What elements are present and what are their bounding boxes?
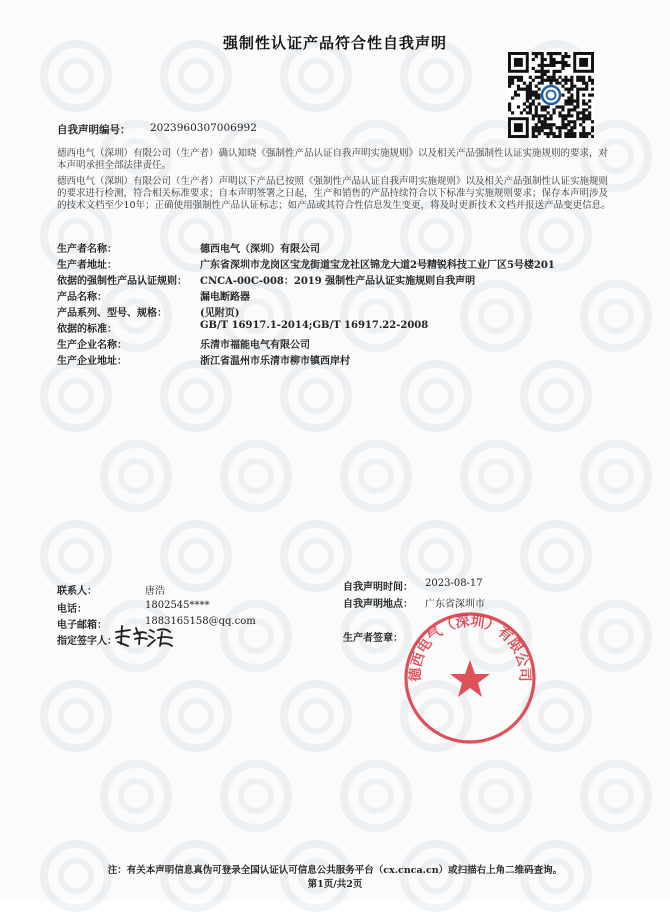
contact-person: 唐浩 [145, 586, 165, 597]
watermark-logo-39 [580, 600, 652, 672]
email-label: 电子邮箱： [57, 620, 107, 631]
declaration-time: 2023-08-17 [425, 578, 483, 589]
info-row-manufacturer-address [57, 352, 617, 368]
declaration-number-label: 自我声明编号： [57, 124, 131, 136]
watermark-logo-22 [280, 360, 352, 432]
info-label: 生产者名称： [57, 244, 117, 255]
info-row-producer-address [57, 256, 617, 272]
watermark-logo-40 [40, 680, 112, 752]
declaration-time-label: 自我声明时间： [343, 582, 413, 593]
info-value: 乐清市福能电气有限公司 [200, 340, 310, 351]
watermark-logo-49 [580, 760, 652, 832]
info-label: 依据的强制性产品认证规则： [57, 276, 187, 287]
watermark-logo-28 [460, 440, 532, 512]
info-row-product-name [57, 288, 617, 304]
signer-label: 指定签字人： [57, 636, 117, 647]
info-value: 漏电断路器 [200, 292, 250, 303]
watermark-logo-34 [520, 520, 592, 592]
info-value: 广东省深圳市龙岗区宝龙街道宝龙社区锦龙大道2号精锐科技工业厂区5号楼201 [200, 260, 555, 271]
svg-text:德西电气（深圳）有限公司: 德西电气（深圳）有限公司 [407, 613, 533, 682]
info-row-cert-rule [57, 272, 617, 288]
info-row-product-model [57, 304, 617, 320]
watermark-logo-25 [100, 440, 172, 512]
producer-seal-label: 生产者签章： [343, 633, 403, 644]
watermark-logo-21 [160, 360, 232, 432]
watermark-logo-23 [400, 360, 472, 432]
watermark-logo-24 [520, 360, 592, 432]
company-seal-stamp [400, 608, 540, 748]
info-label: 生产企业名称： [57, 340, 127, 351]
contact-person-label: 联系人： [57, 586, 97, 597]
watermark-logo-45 [100, 760, 172, 832]
watermark-logo-32 [280, 520, 352, 592]
qr-code-icon[interactable] [508, 52, 594, 138]
page-title: 强制性认证产品符合性自我声明 [222, 34, 447, 52]
watermark-logo-46 [220, 760, 292, 832]
phone-label: 电话： [57, 604, 87, 615]
watermark-logo-42 [280, 680, 352, 752]
info-label: 依据的标准： [57, 324, 117, 335]
declaration-number: 2023960307006992 [150, 122, 257, 134]
watermark-logo-36 [220, 600, 292, 672]
info-label: 产品名称： [57, 292, 107, 303]
info-row-standards [57, 320, 617, 336]
info-value: GB/T 16917.1-2014;GB/T 16917.22-2008 [200, 320, 429, 331]
acknowledgement-paragraph: 德西电气（深圳）有限公司（生产者）确认知晓《强制性产品认证自我声明实施规则》以及相关产品强制性认证实施规则的要求，对本声明承担全部法律责任。 [57, 148, 609, 171]
watermark-logo-26 [220, 440, 292, 512]
info-label: 产品系列、型号、规格： [57, 308, 167, 319]
phone: 1802545**** [145, 600, 210, 611]
footnote: 注：有关本声明信息真伪可登录全国认证认可信息公共服务平台（cx.cnca.cn）或扫描右上角二维码查询。 [107, 865, 563, 876]
info-row-producer-name [57, 240, 617, 256]
handwritten-signature [112, 622, 176, 650]
watermark-logo-27 [340, 440, 412, 512]
info-row-manufacturer-name [57, 336, 617, 352]
info-label: 生产者地址： [57, 260, 117, 271]
watermark-logo-20 [40, 360, 112, 432]
watermark-logo-48 [460, 760, 532, 832]
email: 1883165158@qq.com [145, 616, 256, 627]
page-number: 第1页/共2页 [307, 879, 363, 890]
info-value: 德西电气（深圳）有限公司 [200, 244, 320, 255]
watermark-logo-41 [160, 680, 232, 752]
info-value: (见附页) [200, 308, 240, 319]
declaration-place-label: 自我声明地点： [343, 599, 413, 610]
watermark-logo-29 [580, 440, 652, 512]
watermark-logo-31 [160, 520, 232, 592]
info-label: 生产企业地址： [57, 356, 127, 367]
declaration-paragraph: 德西电气（深圳）有限公司（生产者）声明以下产品已按照《强制性产品认证自我声明实施规则》以及相关产品强制性认证实施规则的要求进行检测，符合相关标准要求；自本声明签署之日起，生产和销售的产品持续符合以下标准与实施规则要求；保存本声明涉及的技术文档至少10年；正确使用强制性产品认证标志；如产品或其符合性信息发生变更，将及时更新技术文档并报送产品变更信息。 [57, 176, 611, 211]
info-value: 浙江省温州市乐清市柳市镇西岸村 [200, 356, 350, 367]
info-value: CNCA-00C-008：2019 强制性产品认证实施规则自我声明 [200, 276, 476, 287]
watermark-logo-47 [340, 760, 412, 832]
declaration-place: 广东省深圳市 [425, 599, 485, 610]
